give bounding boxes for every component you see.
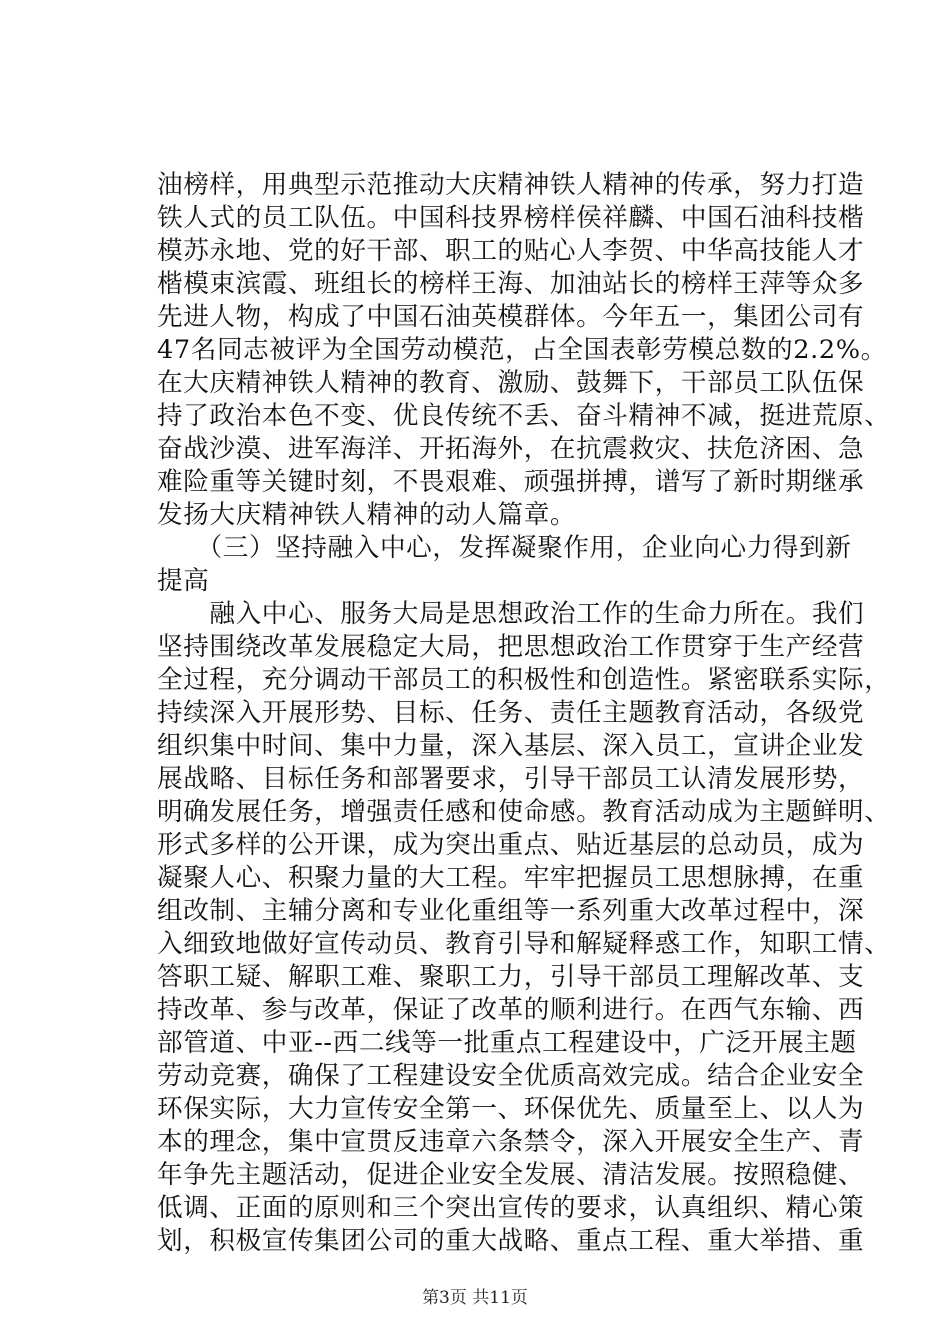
text-line: 形式多样的公开课，成为突出重点、贴近基层的总动员，成为 xyxy=(157,830,865,860)
section-heading: 提高 xyxy=(157,566,210,596)
text-line: 持了政治本色不变、优良传统不丢、奋斗精神不减，挺进荒原、 xyxy=(157,401,891,431)
text-line: 环保实际，大力宣传安全第一、环保优先、质量至上、以人为 xyxy=(157,1094,865,1124)
section-heading: （三）坚持融入中心，发挥凝聚作用，企业向心力得到新 xyxy=(157,533,852,563)
text-line: 划，积极宣传集团公司的重大战略、重点工程、重大举措、重 xyxy=(157,1226,865,1256)
text-line: 凝聚人心、积聚力量的大工程。牢牢把握员工思想脉搏，在重 xyxy=(157,863,865,893)
text-line: 展战略、目标任务和部署要求，引导干部员工认清发展形势， xyxy=(157,764,865,794)
text-line: 楷模束滨霞、班组长的榜样王海、加油站长的榜样王萍等众多 xyxy=(157,269,865,299)
text-line: 劳动竞赛，确保了工程建设安全优质高效完成。结合企业安全 xyxy=(157,1061,865,1091)
text-line: 入细致地做好宣传动员、教育引导和解疑释惑工作，知职工情、 xyxy=(157,929,891,959)
text-line: 坚持围绕改革发展稳定大局，把思想政治工作贯穿于生产经营 xyxy=(157,632,865,662)
text-line: 答职工疑、解职工难、聚职工力，引导干部员工理解改革、支 xyxy=(157,962,865,992)
text-line: 持改革、参与改革，保证了改革的顺利进行。在西气东输、西 xyxy=(157,995,865,1025)
text-line: 奋战沙漠、进军海洋、开拓海外，在抗震救灾、扶危济困、急 xyxy=(157,434,865,464)
text-line: 47名同志被评为全国劳动模范，占全国表彰劳模总数的2.2%。 xyxy=(157,335,887,365)
text-line: 组织集中时间、集中力量，深入基层、深入员工，宣讲企业发 xyxy=(157,731,865,761)
page-number: 第3页 共11页 xyxy=(422,1288,528,1308)
text-line: 模苏永地、党的好干部、职工的贴心人李贺、中华高技能人才 xyxy=(157,236,865,266)
text-line: 铁人式的员工队伍。中国科技界榜样侯祥麟、中国石油科技楷 xyxy=(157,203,865,233)
text-line: 全过程，充分调动干部员工的积极性和创造性。紧密联系实际， xyxy=(157,665,891,695)
text-line: 本的理念，集中宣贯反违章六条禁令，深入开展安全生产、青 xyxy=(157,1127,865,1157)
text-line: 组改制、主辅分离和专业化重组等一系列重大改革过程中，深 xyxy=(157,896,865,926)
text-line: 发扬大庆精神铁人精神的动人篇章。 xyxy=(157,500,577,530)
text-line: 难险重等关键时刻，不畏艰难、顽强拼搏，谱写了新时期继承 xyxy=(157,467,865,497)
text-line: 油榜样，用典型示范推动大庆精神铁人精神的传承，努力打造 xyxy=(157,170,865,200)
text-line: 明确发展任务，增强责任感和使命感。教育活动成为主题鲜明、 xyxy=(157,797,891,827)
text-line: 年争先主题活动，促进企业安全发展、清洁发展。按照稳健、 xyxy=(157,1160,865,1190)
text-line: 低调、正面的原则和三个突出宣传的要求，认真组织、精心策 xyxy=(157,1193,865,1223)
text-line: 持续深入开展形势、目标、任务、责任主题教育活动，各级党 xyxy=(157,698,865,728)
text-line: 先进人物，构成了中国石油英模群体。今年五一，集团公司有 xyxy=(157,302,865,332)
text-line: 在大庆精神铁人精神的教育、激励、鼓舞下，干部员工队伍保 xyxy=(157,368,865,398)
text-line: 融入中心、服务大局是思想政治工作的生命力所在。我们 xyxy=(157,599,865,629)
text-line: 部管道、中亚--西二线等一批重点工程建设中，广泛开展主题 xyxy=(157,1028,857,1058)
